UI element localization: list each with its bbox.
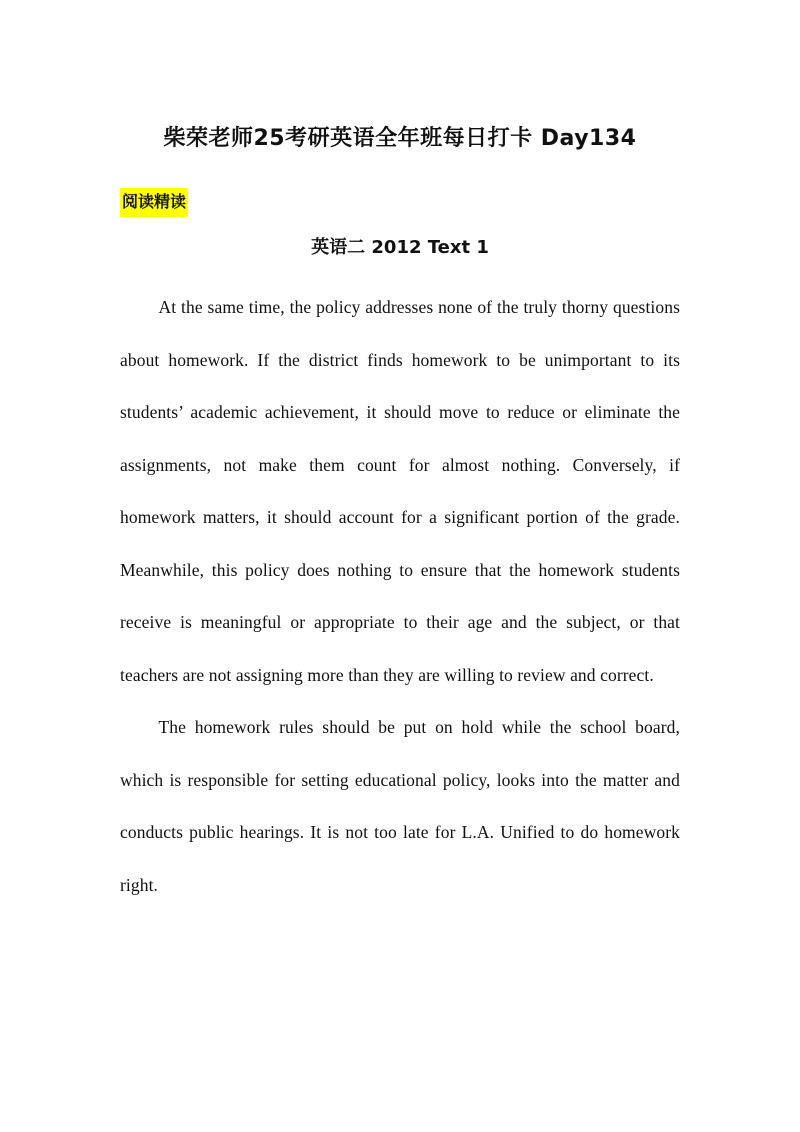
paragraph-2: The homework rules should be put on hold while the school board, which is responsible for setting educational policy, looks into the matter and conducts public hearings. It is not too late for L.A. Unified to do homework right. (120, 717, 680, 895)
page-title: 柴荣老师25考研英语全年班每日打卡 Day134 (163, 126, 637, 151)
reading-passage (120, 281, 680, 911)
text-heading: 英语二 2012 Text 1 (311, 237, 489, 258)
paragraph-1: At the same time, the policy addresses none of the truly thorny questions about homework. If the district finds homework to be unimportant to its students’ academic achievement, it should move to reduce or eliminate the assignments, not make them count for almost nothing. Conversely, if homework matters, it should account for a significant portion of the grade. Meanwhile, this policy does nothing to ensure that the homework students receive is meaningful or appropriate to their age and the subject, or that teachers are not assigning more than they are willing to review and correct. (120, 297, 680, 685)
section-highlight-label: 阅读精读 (120, 188, 188, 217)
